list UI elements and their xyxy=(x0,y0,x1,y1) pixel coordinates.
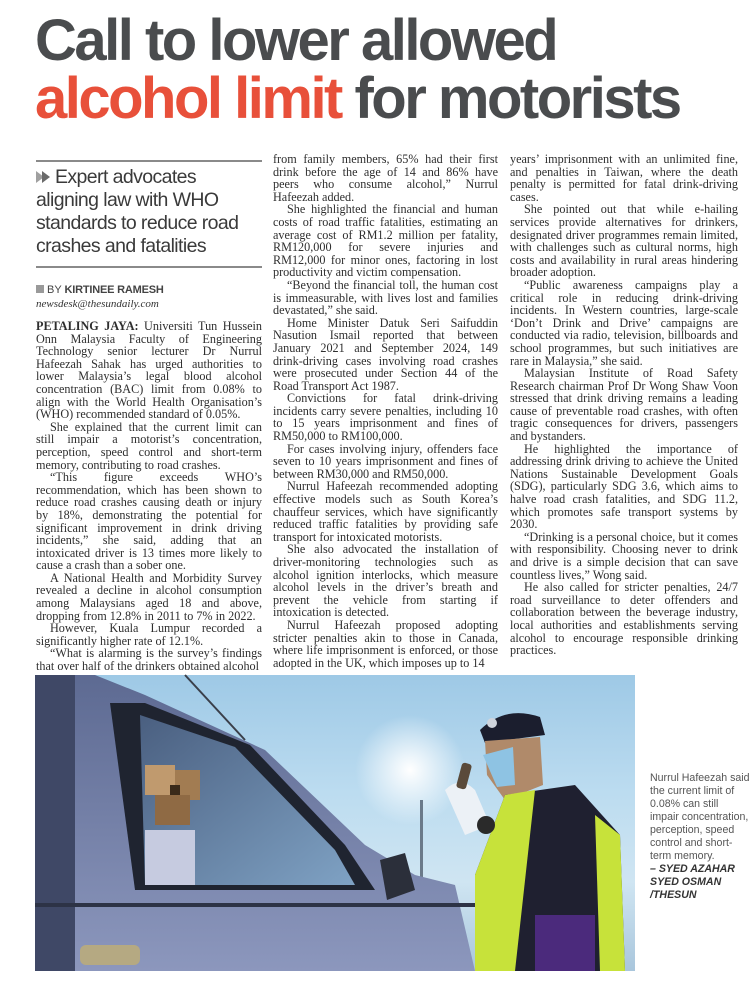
byline-square-icon xyxy=(36,285,44,293)
double-chevron-right-icon xyxy=(36,170,52,184)
dateline: PETALING JAYA: xyxy=(36,319,139,333)
article-paragraph: She highlighted the financial and human costs of road traffic fatalities, estimating an average cost of RM1.2 million per fatality, RM120,000 for severe injuries and RM12,000 for minor ones, factoring in lost productivity and victim compensation. xyxy=(273,202,498,280)
article-paragraph: For cases involving injury, offenders face seven to 10 years imprisonment and fines of between RM30,000 and RM50,000. xyxy=(273,441,498,481)
byline-email[interactable]: newsdesk@thesundaily.com xyxy=(36,298,159,310)
article-paragraph: He highlighted the importance of addressing drink driving to achieve the United Nations Sustainable Development Goals (SDG), particularly SDG 3.6, which aims to halve road crash fatalities, and SDG 11.2, which promotes safe transport systems by 2030. xyxy=(510,441,738,532)
article-paragraph: “This figure exceeds WHO’s recommendation, which has been shown to reduce road crashes causing death or injury by 18%, demonstrating the potential for significant improvement in drink driving incidents,” she said, adding that an intoxicated driver is 13 times more likely to cause a crash than a sober one. xyxy=(36,470,262,573)
driver-face-pixel xyxy=(155,795,190,825)
article-column-1 xyxy=(36,319,263,674)
car-door-handle xyxy=(80,945,140,965)
photo-credit: – SYED AZAHAR SYED OSMAN /THESUN xyxy=(650,863,735,901)
article-paragraph: “Drinking is a personal choice, but it comes with responsibility. Choosing never to drink and drive is a simple decision that can save countless lives,” Wong said. xyxy=(510,529,738,582)
police-breathalyser-illustration xyxy=(35,675,635,971)
article-paragraph: years’ imprisonment with an unlimited fine, and penalties in Taiwan, where the death penalty is permitted for fatal drink-driving cases. xyxy=(510,152,738,204)
driver-face-pixel xyxy=(170,785,180,795)
caption-text: Nurrul Hafeezah said the current limit of 0.08% can still impair concentration, perception, speed control and short-term memory. xyxy=(650,772,750,862)
standfirst-text-block xyxy=(36,166,262,258)
article-paragraph: “What is alarming is the survey’s findings that over half of the drinkers obtained alcohol xyxy=(36,646,262,674)
vest-checker xyxy=(535,915,595,971)
byline xyxy=(36,283,262,311)
standfirst xyxy=(36,160,262,268)
article-paragraph: Home Minister Datuk Seri Saifuddin Nasution Ismail reported that between January 2021 and September 2024, 149 drink-driving cases involving road crashes were prosecuted under Section 44 of the Road Transport Act 1987. xyxy=(273,315,498,393)
article-paragraph: Nurrul Hafeezah recommended adopting effective models such as South Korea’s chauffeur services, which have significantly reduced traffic fatalities by providing safe transport for intoxicated motorists. xyxy=(273,479,498,544)
article-photo xyxy=(35,675,635,971)
article-paragraph: Convictions for fatal drink-driving incidents carry severe penalties, including 10 to 15 years imprisonment and fines of RM50,000 to RM100,000. xyxy=(273,391,498,444)
car-pillar xyxy=(35,675,75,971)
article-paragraph xyxy=(36,320,262,421)
article-paragraph-text: Universiti Tun Hussein Onn Malaysia Faculty of Engineering Technology senior lecturer Dr Nurrul Hafeezah Sahak has urged authorities to lower Malaysia’s legal blood alcohol concentration (BAC) limit from 0.08% to align with the World Health Organisation’s (WHO) recommended standard of 0.05%. xyxy=(36,319,263,422)
driver-shirt xyxy=(145,830,195,885)
article-paragraph: A National Health and Morbidity Survey revealed a decline in alcohol consumption among Malaysians aged 18 and above, dropping from 12.8% in 2011 to 7% in 2022. xyxy=(36,570,262,623)
article-paragraph: “Public awareness campaigns play a critical role in reducing drink-driving incidents. In Western countries, large-scale ‘Don’t Drink and Drive’ campaigns are conducted via radio, television, billboards and school programmes, but such initiatives are rare in Malaysia,” she said. xyxy=(510,277,738,368)
article-paragraph: She also advocated the installation of driver-monitoring technologies such as alcohol ignition interlocks, which measure alcohol levels in the driver’s breath and prevent the vehicle from starting if intoxication is detected. xyxy=(273,542,498,620)
byline-line xyxy=(36,284,164,296)
photo-caption xyxy=(650,772,750,902)
article-paragraph: She explained that the current limit can still impair a motorist’s concentration, perception, speed control and short-term memory, contributing to road crashes. xyxy=(36,419,262,472)
byline-author: KIRTINEE RAMESH xyxy=(64,284,164,296)
article-paragraph: She pointed out that while e-hailing services provide alternatives for drinkers, designated driver programmes remain limited, with challenges such as cultural norms, high costs and availability in rural areas hindering broader adoption. xyxy=(510,202,738,280)
article-paragraph: “Beyond the financial toll, the human cost is immeasurable, with lives lost and families devastated,” she said. xyxy=(273,277,498,318)
street-lamp-glow xyxy=(355,715,465,825)
article-column-3 xyxy=(510,153,738,664)
headline-line-1: Call to lower allowed xyxy=(35,8,557,73)
beret-badge xyxy=(487,718,497,728)
standfirst-text: Expert advocates aligning law with WHO standards to reduce road crashes and fatalities xyxy=(36,166,239,257)
article-paragraph: Malaysian Institute of Road Safety Research chairman Prof Dr Wong Shaw Voon stressed that drink driving remains a leading cause of preventable road crashes, with often tragic consequences for drivers, passengers and bystanders. xyxy=(510,366,738,444)
article-paragraph: Nurrul Hafeezah proposed adopting stricter penalties akin to those in Canada, where life imprisonment is enforced, or those adopted in the UK, which imposes up to 14 xyxy=(273,617,498,670)
headline-line-2 xyxy=(35,66,735,131)
standfirst-bottom-rule xyxy=(36,266,262,268)
wristwatch xyxy=(477,816,495,834)
headline xyxy=(35,8,735,131)
article-paragraph: from family members, 65% had their first drink before the age of 14 and 86% have peers who consume alcohol,” Nurrul Hafeezah added. xyxy=(273,152,498,204)
byline-prefix: BY xyxy=(47,284,65,296)
standfirst-top-rule xyxy=(36,160,262,162)
article-paragraph: However, Kuala Lumpur recorded a significantly higher rate of 12.1%. xyxy=(36,621,262,648)
article-paragraph: He also called for stricter penalties, 24/7 road surveillance to deter offenders and collaboration between the beverage industry, local authorities and establishments serving alcohol to encourage responsible drinking practices. xyxy=(510,580,738,658)
headline-accent: alcohol limit xyxy=(35,66,341,131)
car-door-line xyxy=(35,903,475,907)
reflective-vest-right xyxy=(595,815,625,971)
headline-rest: for motorists xyxy=(340,66,680,131)
article-column-2 xyxy=(273,152,498,670)
